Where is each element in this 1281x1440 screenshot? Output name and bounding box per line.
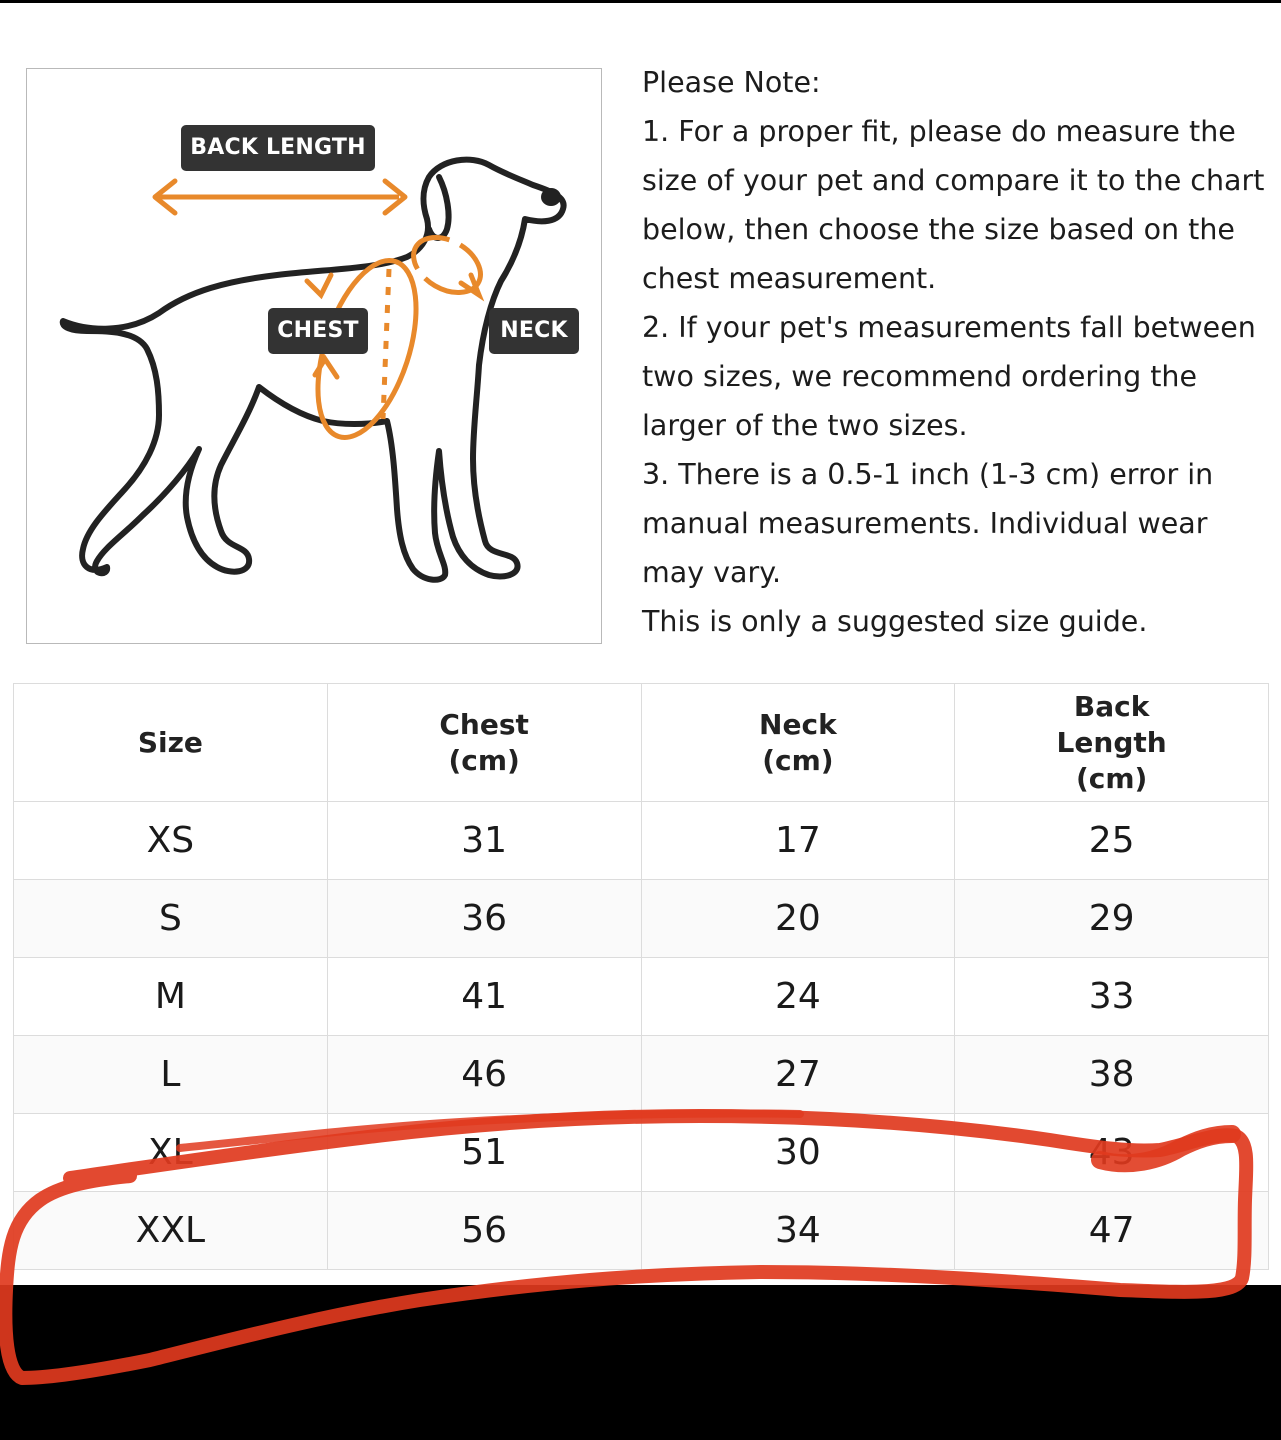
cell-size: XS — [14, 802, 328, 880]
cell-neck: 20 — [641, 880, 955, 958]
cell-size: XXL — [14, 1192, 328, 1270]
header-neck: Neck (cm) — [641, 684, 955, 802]
cell-size: M — [14, 958, 328, 1036]
dog-body-outline — [63, 160, 564, 580]
notes-line: may vary. — [642, 556, 782, 589]
neck-label: NECK — [489, 308, 579, 354]
cell-neck: 34 — [641, 1192, 955, 1270]
notes-line: size of your pet and compare it to the chart — [642, 164, 1265, 197]
cell-size: S — [14, 880, 328, 958]
size-chart-table — [13, 683, 1269, 1270]
cell-chest: 56 — [327, 1192, 641, 1270]
bottom-black-bar — [0, 1285, 1281, 1440]
cell-chest: 46 — [327, 1036, 641, 1114]
cell-back-length: 38 — [955, 1036, 1269, 1114]
cell-back-length: 47 — [955, 1192, 1269, 1270]
notes-title: Please Note: — [642, 66, 821, 99]
table-row — [14, 880, 1269, 958]
table-header-row — [14, 684, 1269, 802]
measurement-diagram — [26, 68, 602, 644]
notes-line: manual measurements. Individual wear — [642, 507, 1208, 540]
cell-neck: 30 — [641, 1114, 955, 1192]
cell-back-length: 33 — [955, 958, 1269, 1036]
cell-back-length: 29 — [955, 880, 1269, 958]
table-row — [14, 958, 1269, 1036]
chest-label: CHEST — [268, 308, 368, 354]
chest-dash — [383, 269, 389, 419]
cell-chest: 31 — [327, 802, 641, 880]
header-size: Size — [14, 684, 328, 802]
header-chest: Chest (cm) — [327, 684, 641, 802]
cell-size: XL — [14, 1114, 328, 1192]
table-row — [14, 1192, 1269, 1270]
top-border — [0, 0, 1281, 3]
notes-line: chest measurement. — [642, 262, 937, 295]
table-row — [14, 802, 1269, 880]
notes-line: larger of the two sizes. — [642, 409, 968, 442]
notes-line: 1. For a proper fit, please do measure the — [642, 115, 1236, 148]
cell-chest: 36 — [327, 880, 641, 958]
cell-chest: 41 — [327, 958, 641, 1036]
cell-back-length: 43 — [955, 1114, 1269, 1192]
cell-size: L — [14, 1036, 328, 1114]
cell-neck: 17 — [641, 802, 955, 880]
cell-chest: 51 — [327, 1114, 641, 1192]
cell-back-length: 25 — [955, 802, 1269, 880]
header-back-length: Back Length (cm) — [955, 684, 1269, 802]
cell-neck: 24 — [641, 958, 955, 1036]
notes-line: two sizes, we recommend ordering the — [642, 360, 1198, 393]
table-row — [14, 1114, 1269, 1192]
back-length-label: BACK LENGTH — [181, 125, 375, 171]
size-notes — [642, 58, 1272, 646]
dog-ear — [429, 177, 449, 238]
notes-line: This is only a suggested size guide. — [642, 605, 1148, 638]
notes-line: below, then choose the size based on the — [642, 213, 1235, 246]
table-row — [14, 1036, 1269, 1114]
chest-arrowhead-top — [307, 275, 331, 295]
notes-line: 3. There is a 0.5-1 inch (1-3 cm) error in — [642, 458, 1214, 491]
cell-neck: 27 — [641, 1036, 955, 1114]
notes-line: 2. If your pet's measurements fall between — [642, 311, 1256, 344]
dog-nose — [541, 188, 561, 206]
